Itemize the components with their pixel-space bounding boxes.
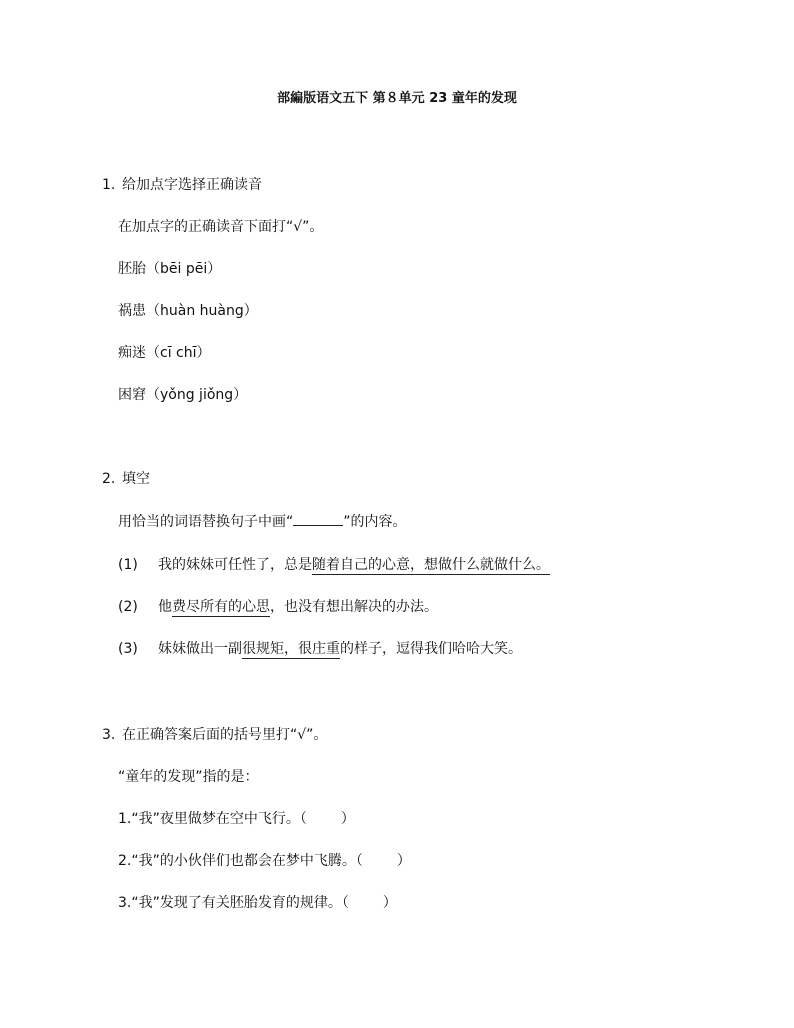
choice-close-paren: ）	[396, 853, 411, 869]
question-3-number: 3.	[102, 727, 116, 743]
question-3-title: 在正确答案后面的括号里打“√”。	[122, 727, 328, 743]
question-1-number: 1.	[102, 177, 116, 193]
choice-item-1	[118, 810, 355, 828]
choice-close-paren: ）	[340, 811, 355, 827]
instruction-text-before: 用恰当的词语替换句子中画“	[118, 514, 294, 530]
pinyin-item-1: 胚胎（bēi pēi）	[118, 261, 222, 277]
instruction-text-after: ”的内容。	[343, 514, 407, 530]
choice-text: 2.“我”的小伙伴们也都会在梦中飞腾。（	[118, 853, 363, 869]
fill-item-text: 我的妹妹可任性了，总是	[158, 557, 312, 573]
question-3-prompt: “童年的发现”指的是：	[118, 769, 259, 785]
question-2-number: 2.	[102, 471, 116, 487]
fill-item-text: 他	[158, 599, 172, 615]
underlined-phrase: 随着自己的心意，想做什么就做什么。	[312, 557, 550, 573]
question-2-title: 填空	[122, 471, 150, 487]
pinyin-item-4: 困窘（yǒng jiǒng）	[118, 387, 248, 403]
page-title: 部編版语文五下 第８单元 23 童年的发现	[277, 91, 517, 106]
pinyin-item-2: 祸患（huàn huàng）	[118, 303, 258, 319]
question-1-title: 给加点字选择正确读音	[122, 177, 262, 193]
fill-item-number: (2)	[118, 599, 138, 615]
choice-item-2	[118, 852, 411, 870]
fill-item-number: (1)	[118, 557, 138, 573]
choice-item-3	[118, 894, 397, 912]
pinyin-item-3: 痴迷（cī chī）	[118, 345, 211, 361]
choice-text: 3.“我”发现了有关胚胎发育的规律。（	[118, 895, 349, 911]
question-3-heading	[102, 726, 327, 744]
underline-sample	[293, 513, 343, 526]
fill-item-1	[118, 556, 550, 574]
underlined-phrase: 费尽所有的心思	[172, 599, 270, 615]
underlined-phrase: 很规矩，很庄重	[242, 641, 340, 657]
question-1-heading	[102, 176, 262, 194]
choice-close-paren: ）	[382, 895, 397, 911]
fill-item-text-after: 的样子，逗得我们哈哈大笑。	[340, 641, 522, 657]
fill-item-3	[118, 640, 522, 658]
question-2-heading	[102, 470, 150, 488]
question-2-instruction	[118, 513, 407, 531]
fill-item-2	[118, 598, 438, 616]
question-1-instruction: 在加点字的正确读音下面打“√”。	[118, 219, 324, 235]
fill-item-text: 妹妹做出一副	[158, 641, 242, 657]
choice-text: 1.“我”夜里做梦在空中飞行。（	[118, 811, 307, 827]
fill-item-number: (3)	[118, 641, 138, 657]
fill-item-text-after: ，也没有想出解决的办法。	[270, 599, 438, 615]
